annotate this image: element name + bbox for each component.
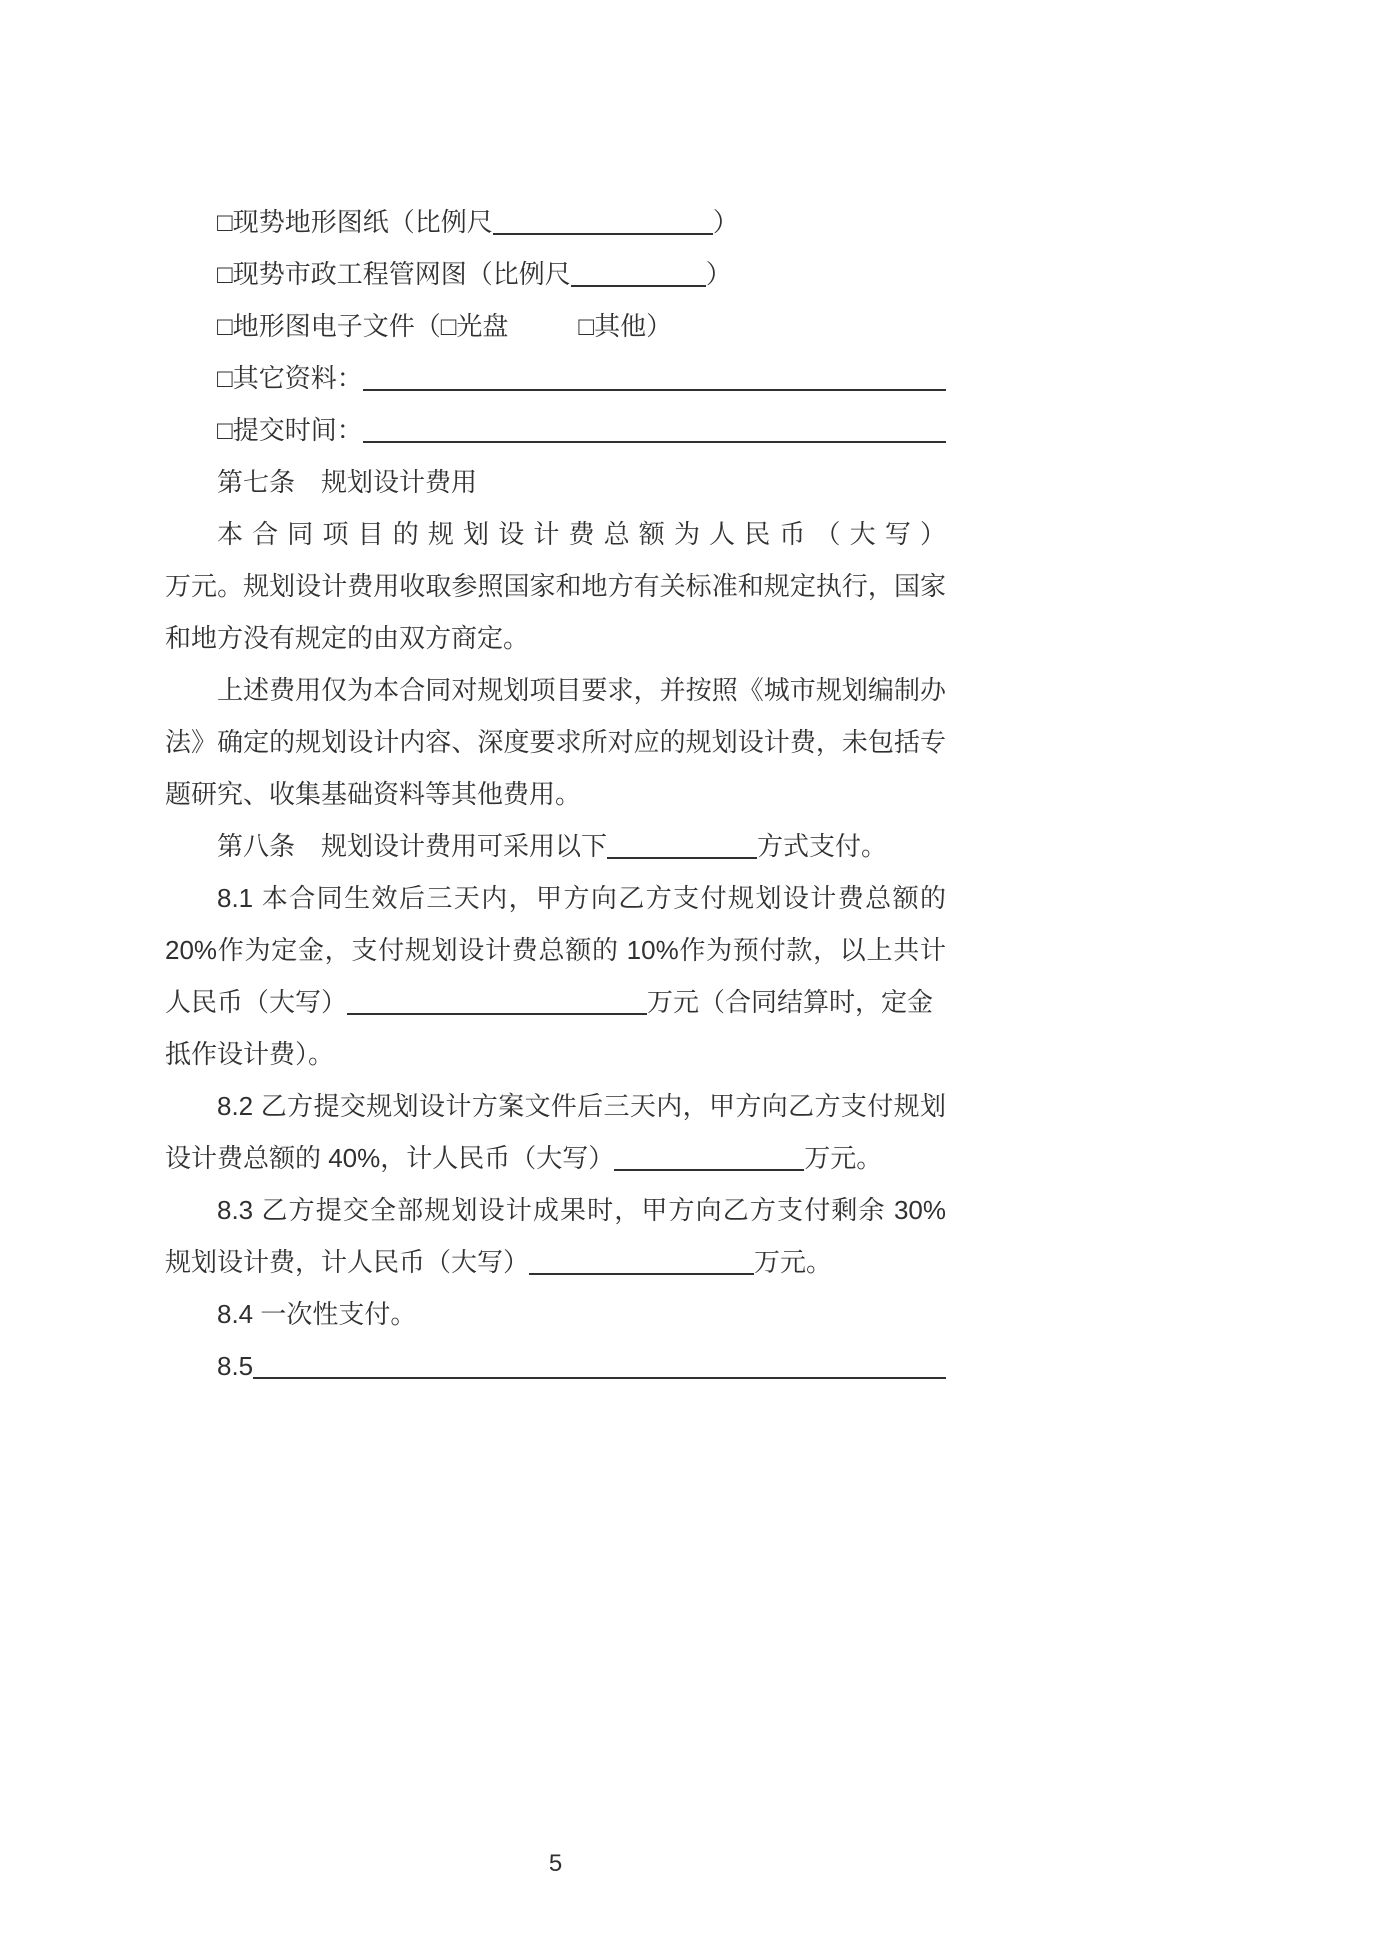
text-line (165, 1340, 946, 1392)
text-run: 第八条 规划设计费用可采用以下 (217, 831, 608, 861)
text-line (165, 820, 946, 872)
text-line (165, 404, 946, 456)
text-run: 抵作设计费）。 (165, 1039, 335, 1069)
blank-field (363, 389, 946, 391)
text-run: □现势市政工程管网图（比例尺 (217, 259, 571, 289)
blank-field (253, 1377, 946, 1379)
blank-field (347, 1013, 647, 1015)
document-content (165, 196, 946, 1392)
text-run: 上述费用仅为本合同对规划项目要求，并按照《城市规划编制办 (217, 675, 946, 705)
text-run: 8.3 乙方提交全部规划设计成果时，甲方向乙方支付剩余 30% (217, 1195, 946, 1225)
text-run: 设计费总额的 40%，计人民币（大写） (165, 1143, 615, 1173)
text-run: 8.1 本合同生效后三天内，甲方向乙方支付规划设计费总额的 (217, 883, 946, 913)
text-line (165, 1184, 946, 1236)
text-line (165, 300, 946, 352)
text-line (165, 664, 946, 716)
text-line (165, 1132, 946, 1184)
text-line (165, 1028, 946, 1080)
text-run: 8.2 乙方提交规划设计方案文件后三天内，甲方向乙方支付规划 (217, 1091, 946, 1121)
text-line (165, 976, 946, 1028)
text-run: ） (712, 207, 739, 237)
text-run: 第七条 规划设计费用 (217, 467, 478, 497)
text-line (165, 872, 946, 924)
text-run: 规划设计费，计人民币（大写） (165, 1247, 530, 1277)
text-run: 法》确定的规划设计内容、深度要求所对应的规划设计费，未包括专 (165, 727, 946, 757)
text-line (165, 352, 946, 404)
text-line (165, 560, 946, 612)
page-number: 5 (548, 1850, 563, 1877)
text-line (165, 716, 946, 768)
text-line (165, 456, 946, 508)
text-line (165, 1080, 946, 1132)
text-run: □提交时间： (217, 415, 363, 445)
text-line (165, 768, 946, 820)
text-run: 方式支付。 (757, 831, 888, 861)
text-run: ） (705, 259, 732, 289)
blank-field (571, 285, 706, 287)
text-run: 题研究、收集基础资料等其他费用。 (165, 779, 582, 809)
text-run: 20%作为定金，支付规划设计费总额的 10%作为预付款，以上共计 (165, 935, 946, 965)
blank-field (607, 857, 757, 859)
document-lines (165, 196, 946, 1392)
text-run: □地形图电子文件（□光盘 (217, 311, 509, 341)
blank-field (614, 1169, 804, 1171)
text-line (165, 248, 946, 300)
text-line (165, 924, 946, 976)
text-run: □其它资料： (217, 363, 363, 393)
blank-field (529, 1273, 754, 1275)
blank-field (363, 441, 946, 443)
text-run: 8.5 (217, 1351, 254, 1381)
text-run: 人民币（大写） (165, 987, 348, 1017)
text-line (165, 1236, 946, 1288)
text-run: □其他） (578, 311, 673, 341)
text-line (165, 612, 946, 664)
text-line (165, 508, 946, 560)
text-run: 万元。 (804, 1143, 883, 1173)
text-run: 8.4 一次性支付。 (217, 1299, 417, 1329)
text-line (165, 196, 946, 248)
text-run: 万元。规划设计费用收取参照国家和地方有关标准和规定执行，国家 (165, 571, 946, 601)
text-run: 和地方没有规定的由双方商定。 (165, 623, 530, 653)
text-run: □现势地形图纸（比例尺 (217, 207, 493, 237)
text-run: 万元（合同结算时，定金 (647, 987, 934, 1017)
text-run: 万元。 (754, 1247, 833, 1277)
text-line (165, 1288, 946, 1340)
blank-field (493, 233, 713, 235)
text-run: 本合同项目的规划设计费总额为人民币（大写） (217, 519, 946, 549)
